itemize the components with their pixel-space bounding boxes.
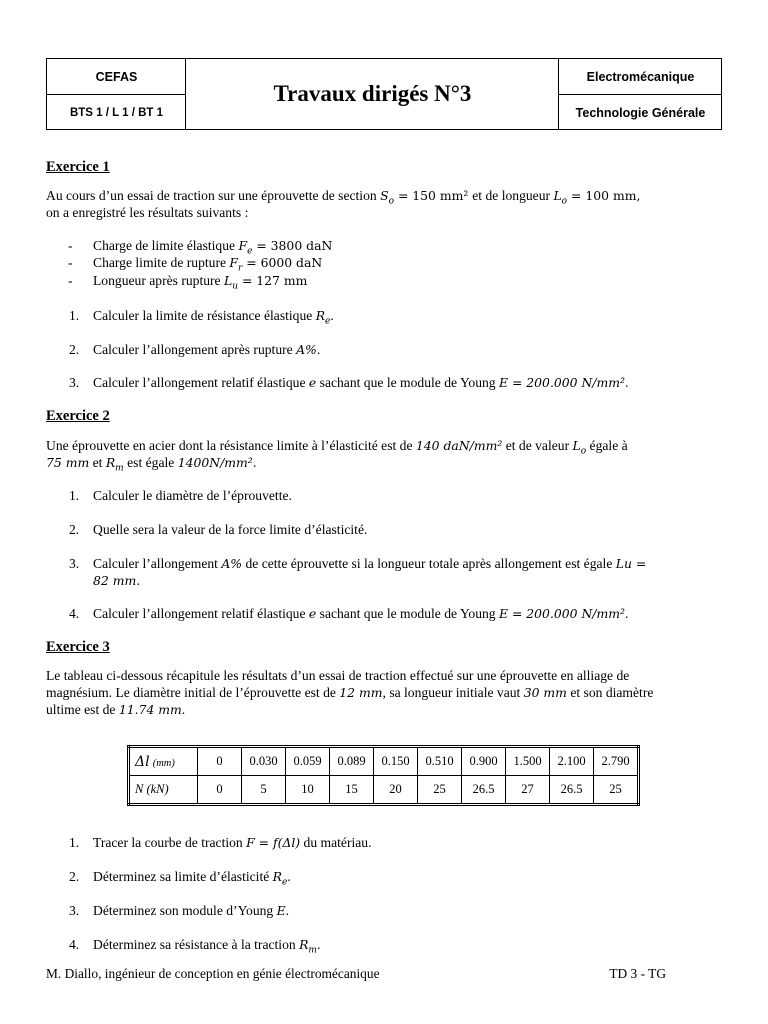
table-cell: 0.089 — [330, 747, 374, 776]
exercise-2-intro-2: 75 mm et $R_m$ est égale 1400N/mm². — [46, 455, 257, 474]
exercise-1-title: Exercice 1 — [46, 159, 110, 175]
header-box — [46, 58, 722, 130]
subject-label: Technologie Générale — [575, 105, 706, 120]
table-cell: 26.5 — [462, 776, 506, 805]
table-header-cell: Δl (mm) — [129, 747, 198, 776]
exercise-1-intro: Au cours d’un essai de traction sur une éprouvette de section $S_o = 150$ mm² et de longueur $L_o = 100$ mm, — [46, 188, 641, 207]
table-cell: 26.5 — [550, 776, 594, 805]
traction-data-table — [127, 745, 640, 806]
table-cell: 2.100 — [550, 747, 594, 776]
exercise-1-intro-2: on a enregistré les résultats suivants : — [46, 205, 249, 220]
table-cell: 27 — [506, 776, 550, 805]
table-cell: 0.030 — [242, 747, 286, 776]
exercise-3-paragraph-1: Le tableau ci-dessous récapitule les résultats d’un essai de traction effectué sur une éprouvette en alliage de — [46, 668, 630, 683]
table-cell: 20 — [374, 776, 418, 805]
table-cell: 0 — [198, 776, 242, 805]
exercise-3-title: Exercice 3 — [46, 639, 110, 655]
table-cell: 25 — [594, 776, 639, 805]
table-cell: 1.500 — [506, 747, 550, 776]
exercise-2-title: Exercice 2 — [46, 408, 110, 424]
table-cell: 0.059 — [286, 747, 330, 776]
table-cell: 10 — [286, 776, 330, 805]
table-cell: 0.900 — [462, 747, 506, 776]
org-name: CEFAS — [95, 69, 138, 84]
table-row — [129, 776, 639, 805]
table-cell: 5 — [242, 776, 286, 805]
exercise-2-intro: Une éprouvette en acier dont la résistance limite à l’élasticité est de 140 daN/mm² et de valeur $L_o$ égale à — [46, 438, 628, 457]
footer-reference: TD 3 - TG — [609, 966, 666, 981]
document-page: CEFAS BTS 1 / L 1 / BT 1 Travaux dirigés N°3 Electromécanique Technologie Générale Exercice 1 Au cours d’un essai de traction sur une éprouvette de section $S_o = 150$ mm² et de longueur $L_o = 100$ mm, on a enregistré les résultats suivants : - Charge de limite élastique $F_e = 3800$ daN - Charge limite de rupture $F_r = 6000$ daN - Longueur après rupture $L_u = 127$ mm 1. Calculer la limite de résistance élastique $R_e$. 2. Calculer l’allongement après rupture A%. 3. Calculer l’allongement relatif élastique e sachant que le module de Young E = 200.000 N/mm². Exercice 2 Une éprouvette en acier dont la résistance limite à l’élasticité est de 140 daN/mm² et de valeur $L_o$ égale à 75 mm et $R_m$ est égale 1400N/mm². 1. Calculer le diamètre de l’éprouvette. 2. Quelle sera la valeur de la force limite d’élasticité. 3. Calculer l’allongement A% de cette éprouvette si la longueur totale après allongement est égale Lu = 82 mm. 4. Calculer l’allongement relatif élastique e sachant que le module de Young E = 200.000 N/mm². Exercice 3 Le tableau ci-dessous récapitule les résultats d’un essai de traction effectué sur une éprouvette en alliage de magnésium. Le diamètre initial de l’éprouvette est de 12 mm, sa longueur initiale vaut 30 mm et son diamètre ultime est de 11.74 mm. Δl (mm) 0 0.030 0.059 0.089 0.150 0.510 0.900 1.500 2.100 2.790 N (kN) 0 5 10 15 20 25 26.5 27 26.5 25 1. Tracer la courbe de traction F = f(Δl) du matériau. 2. Déterminez sa limite d’élasticité $R_e$. 3. Déterminez son module d’Young E. 4. Déterminez sa résistance à la traction $R_m$. M. Diallo, ingénieur de conception en génie électromécanique TD 3 - TG — [0, 0, 768, 1024]
table-row — [129, 747, 639, 776]
table-cell: 0.510 — [418, 747, 462, 776]
exercise-3-paragraph-3: ultime est de 11.74 mm. — [46, 702, 186, 717]
footer-author: M. Diallo, ingénieur de conception en génie électromécanique — [46, 966, 380, 981]
level-label: BTS 1 / L 1 / BT 1 — [69, 106, 164, 119]
table-cell: 15 — [330, 776, 374, 805]
department-label: Electromécanique — [586, 69, 695, 84]
table-cell: 0 — [198, 747, 242, 776]
exercise-3-paragraph-2: magnésium. Le diamètre initial de l’éprouvette est de 12 mm, sa longueur initiale vaut 30 mm et son diamètre — [46, 685, 654, 700]
document-title: Travaux dirigés N°3 — [273, 81, 472, 106]
page-footer — [46, 966, 722, 982]
table-cell: 2.790 — [594, 747, 639, 776]
table-cell: 0.150 — [374, 747, 418, 776]
table-cell: 25 — [418, 776, 462, 805]
table-header-cell: N (kN) — [129, 776, 198, 805]
